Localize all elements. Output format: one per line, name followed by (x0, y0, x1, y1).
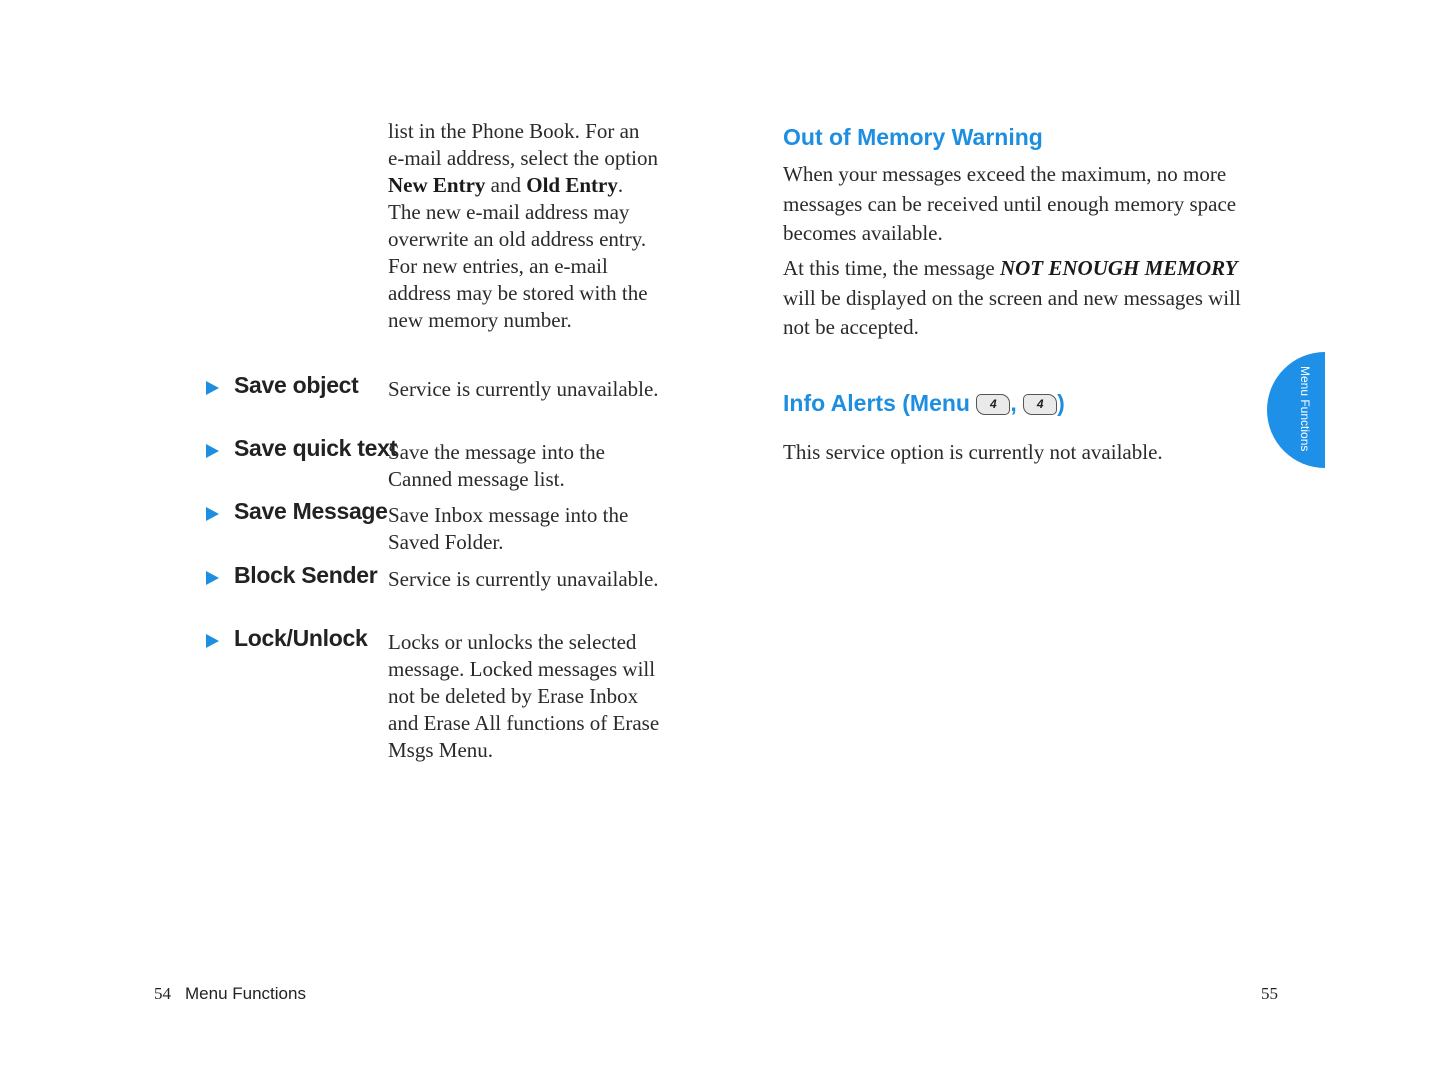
new-entry-option: New Entry (388, 173, 486, 197)
intro-text-1: list in the Phone Book. For an e-mail address, select the option (388, 119, 658, 170)
key-4-icon: 4 (1023, 394, 1057, 415)
right-page-number: 55 (1261, 984, 1278, 1003)
option-description: Save Inbox message into the Saved Folder. (388, 503, 629, 554)
option-term: Save quick text (234, 435, 397, 461)
intro-text-3: . The new e-mail address may overwrite an old address entry. For new entries, an e-mail address may be stored with the new memory number. (388, 173, 648, 332)
info-alerts-heading-text: Info Alerts (Menu (783, 390, 977, 416)
left-page-number: 54 (154, 984, 171, 1003)
intro-text-2: and (485, 173, 527, 197)
out-of-memory-heading: Out of Memory Warning (783, 124, 1043, 150)
section-side-tab (1267, 352, 1325, 468)
option-description: Service is currently unavailable. (388, 567, 659, 591)
option-description: Save the message into the Canned message list. (388, 440, 605, 491)
para2-text-b: will be displayed on the screen and new messages will not be accepted. (783, 285, 1241, 339)
old-entry-option: Old Entry (526, 173, 618, 197)
option-term: Block Sender (234, 562, 378, 588)
option-term: Lock/Unlock (234, 625, 368, 651)
bullet-arrow-icon (206, 507, 219, 521)
intro-paragraph (388, 118, 658, 334)
heading-close-paren: ) (1057, 390, 1065, 416)
info-alerts-heading (783, 390, 1065, 417)
bullet-arrow-icon (206, 571, 219, 585)
memory-warning-paragraph-2 (783, 254, 1263, 343)
bullet-arrow-icon (206, 381, 219, 395)
option-term: Save object (234, 372, 359, 398)
right-page-footer (1261, 984, 1278, 1004)
heading-separator: , (1010, 390, 1024, 416)
key-4-icon: 4 (976, 394, 1010, 415)
para2-text-a: At this time, the message (783, 256, 1000, 280)
footer-section-label: Menu Functions (185, 984, 306, 1003)
memory-warning-paragraph-1: When your messages exceed the maximum, no more messages can be received until enough memory space becomes available. (783, 162, 1237, 245)
not-enough-memory-message: NOT ENOUGH MEMORY (999, 256, 1238, 280)
info-alerts-paragraph: This service option is currently not available. (783, 440, 1163, 464)
option-description: Service is currently unavailable. (388, 377, 659, 401)
left-page-footer (154, 984, 306, 1004)
bullet-arrow-icon (206, 444, 219, 458)
option-description: Locks or unlocks the selected message. Locked messages will not be deleted by Erase Inbox and Erase All functions of Erase Msgs Menu. (388, 630, 660, 762)
side-tab-label: Menu Functions (1298, 366, 1312, 452)
bullet-arrow-icon (206, 634, 219, 648)
option-term: Save Message (234, 498, 388, 524)
